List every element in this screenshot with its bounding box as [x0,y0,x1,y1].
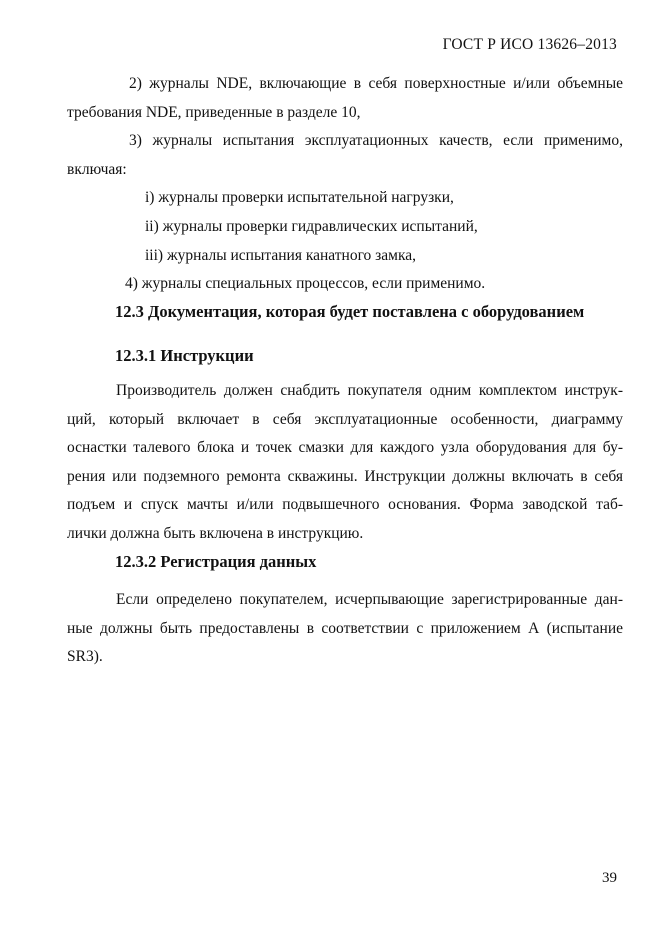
paragraph-line: SR3). [67,648,103,666]
paragraph-line: рения или подземного ремонта скважины. Инструкции должны включать в себя [67,467,623,485]
data-registration-paragraph [67,586,623,672]
list-item-4: 4) журналы специальных процессов, если применимо. [125,275,486,293]
page-number: 39 [602,870,617,886]
list-item-3-line-2: включая: [67,160,127,178]
paragraph-line: оснастки талевого блока и точек смазки для каждого узла оборудования для бу- [67,439,623,457]
instructions-paragraph [67,377,623,549]
document-id: ГОСТ Р ИСО 13626–2013 [442,36,617,53]
paragraph-line: ций, который включает в себя эксплуатационные особенности, диаграмму [67,410,623,428]
paragraph-line: Если определено покупателем, исчерпывающие зарегистрированные дан- [116,591,623,608]
records-list [67,70,623,299]
list-item-2-line-1: 2) журналы NDE, включающие в себя поверхностные и/или объемные [129,75,623,92]
paragraph-line: лички должна быть включена в инструкцию. [67,524,364,542]
sub-item-ii: ii) журналы проверки гидравлических испытаний, [145,217,478,235]
section-12-3-heading: 12.3 Документация, которая будет поставлена с оборудованием [115,302,585,321]
paragraph-line: ные должны быть предоставлены в соответствии с приложением А (испытание [67,619,623,637]
paragraph-line: Производитель должен снабдить покупателя одним комплектом инструк- [116,382,623,399]
list-item-3-line-1: 3) журналы испытания эксплуатационных качеств, если применимо, [129,132,623,150]
paragraph-line: подъем и спуск мачты и/или подвышечного основания. Форма заводской таб- [67,496,623,514]
list-item-2-line-2: требования NDE, приведенные в разделе 10, [67,103,361,121]
sub-item-i: i) журналы проверки испытательной нагрузки, [145,189,454,207]
sub-item-iii: iii) журналы испытания канатного замка, [145,246,417,264]
section-12-3-1-heading: 12.3.1 Инструкции [115,346,254,365]
section-12-3-2-heading: 12.3.2 Регистрация данных [115,552,317,571]
